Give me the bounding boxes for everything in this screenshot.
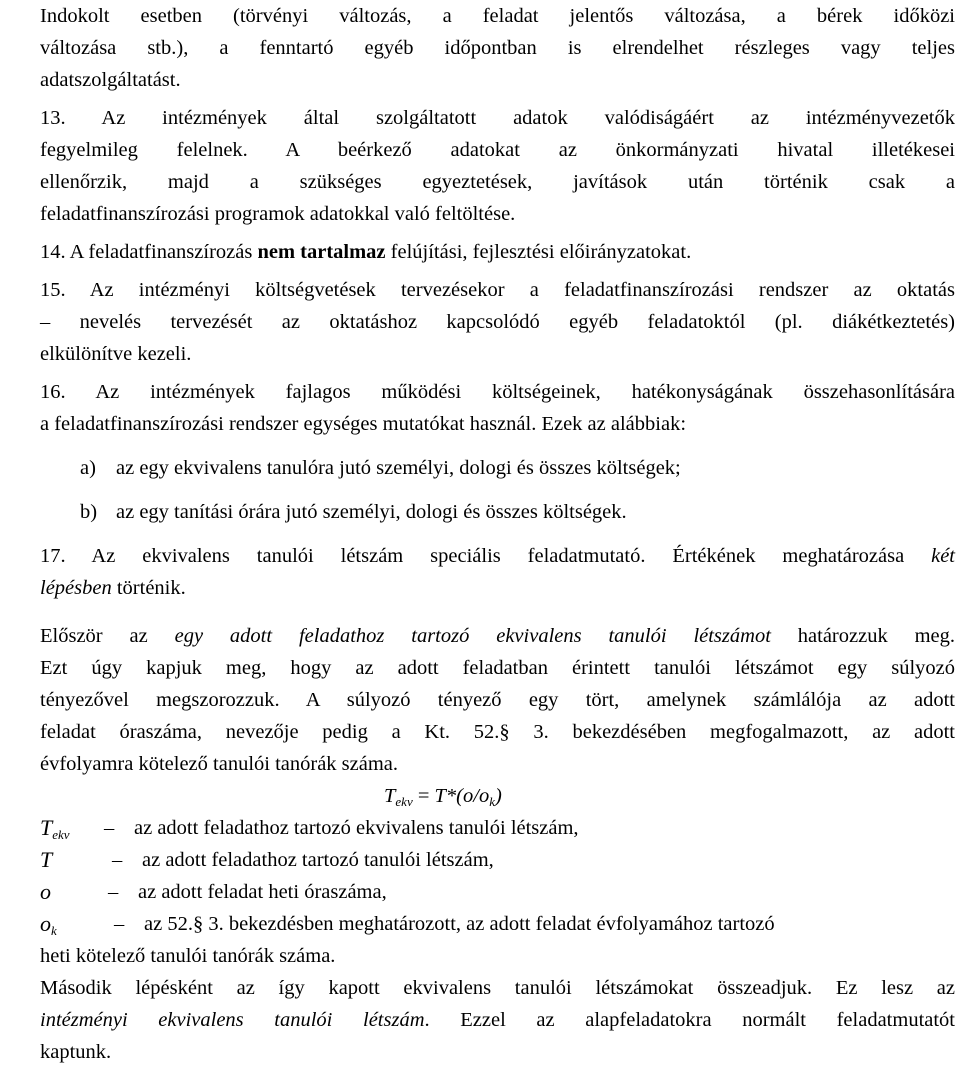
definition-dash: –	[108, 881, 119, 903]
definition-symbol	[40, 876, 104, 908]
definition-text: az adott feladathoz tartozó tanulói létszám,	[142, 849, 494, 871]
paragraph-17-post: történik.	[111, 577, 186, 599]
paragraph-17-italic-2: lépésben	[40, 577, 112, 599]
definition-symbol	[40, 908, 104, 940]
paragraph-13-line-2: fegyelmileg felelnek. A beérkező adatokat az önkormányzati hivatal illetékesei	[40, 139, 955, 161]
definition-symbol-sub: ekv	[52, 827, 70, 842]
first-step-line-2: Ezt úgy kapjuk meg, hogy az adott feladatban érintett tanulói létszámot egy súlyozó	[40, 657, 955, 679]
definition-symbol-main: o	[40, 879, 51, 904]
paragraph-13-line-3: ellenőrzik, majd a szükséges egyeztetések, javítások után történik csak a	[40, 171, 955, 193]
formula	[40, 780, 955, 812]
list-label-b: b)	[80, 501, 98, 523]
paragraph-17-line-1	[40, 540, 955, 572]
list-text-a: az egy ekvivalens tanulóra jutó személyi, dologi és összes költségek;	[116, 457, 681, 479]
second-step-line-3: kaptunk.	[40, 1041, 112, 1063]
definition-text: az 52.§ 3. bekezdésben meghatározott, az adott feladat évfolyamához tartozó	[144, 913, 775, 935]
list-label-a: a)	[80, 457, 96, 479]
definition-symbol	[40, 844, 104, 876]
paragraph-16-line-2: a feladatfinanszírozási rendszer egységes mutatókat használ. Ezek az alábbiak:	[40, 413, 687, 435]
formula-sub-ekv: ekv	[395, 794, 413, 809]
second-step-italic: intézményi ekvivalens tanulói létszám	[40, 1009, 425, 1031]
paragraph-14-bold: nem tartalmaz	[257, 241, 386, 263]
paragraph-12-line-1: Indokolt esetben (törvényi változás, a feladat jelentős változása, a bérek időközi	[40, 5, 955, 27]
definition-symbol-sub: k	[51, 923, 57, 938]
paragraph-15-line-1: 15. Az intézményi költségvetések tervezésekor a feladatfinanszírozási rendszer az oktatás	[40, 279, 955, 301]
definition-dash: –	[112, 849, 123, 871]
list-text-b: az egy tanítási órára jutó személyi, dologi és összes költségek.	[116, 501, 627, 523]
definition-symbol-main: T	[40, 815, 53, 840]
first-step-line-3: tényezővel megszorozzuk. A súlyozó tényező egy tört, amelynek számlálója az adott	[40, 689, 955, 711]
first-step-line-1	[40, 620, 955, 652]
paragraph-13-line-1: 13. Az intézmények által szolgáltatott adatok valódiságáért az intézményvezetők	[40, 107, 955, 129]
paragraph-15-line-2: – nevelés tervezését az oktatáshoz kapcsolódó egyéb feladatoktól (pl. diákétkeztetés)	[40, 311, 955, 333]
paragraph-17-italic: két	[931, 545, 955, 567]
list-item-b	[40, 496, 955, 528]
paragraph-15-line-3: elkülönítve kezeli.	[40, 343, 192, 365]
second-step-post: . Ezzel az alapfeladatokra normált feladatmutatót	[424, 1009, 955, 1031]
paragraph-13-line-4: feladatfinanszírozási programok adatokkal való feltöltése.	[40, 203, 516, 225]
formula-close: )	[495, 785, 502, 807]
paragraph-17-pre: 17. Az ekvivalens tanulói létszám speciális feladatmutató. Értékének meghatározása	[40, 545, 932, 567]
list-item-a	[40, 452, 955, 484]
formula-rhs: T*(o/o	[434, 785, 490, 807]
first-step-line-5: évfolyamra kötelező tanulói tanórák száma.	[40, 753, 399, 775]
definition-symbol	[40, 812, 104, 844]
formula-sub-k: k	[489, 794, 495, 809]
paragraph-12-line-3: adatszolgáltatást.	[40, 69, 181, 91]
document-page	[40, 0, 955, 1068]
paragraph-17-line-2	[40, 572, 955, 604]
first-step-line-4: feladat óraszáma, nevezője pedig a Kt. 52.§ 3. bekezdésében megfogalmazott, az adott	[40, 721, 955, 743]
definition-continuation: heti kötelező tanulói tanórák száma.	[40, 945, 336, 967]
definition-text: az adott feladathoz tartozó ekvivalens tanulói létszám,	[134, 817, 579, 839]
definition-row	[40, 876, 955, 908]
definition-row	[40, 844, 955, 876]
definition-row	[40, 908, 955, 940]
formula-eq: =	[412, 785, 435, 807]
definition-symbol-main: T	[40, 847, 53, 872]
paragraph-16-line-1: 16. Az intézmények fajlagos működési költségeinek, hatékonyságának összehasonlítására	[40, 381, 955, 403]
first-step-italic: egy adott feladathoz tartozó ekvivalens tanulói létszámot	[174, 625, 771, 647]
paragraph-12-line-2: változása stb.), a fenntartó egyéb időpontban is elrendelhet részleges vagy teljes	[40, 37, 955, 59]
first-step-post: határozzuk meg.	[770, 625, 955, 647]
first-step-pre: Először az	[40, 625, 175, 647]
definition-dash: –	[104, 817, 115, 839]
definition-symbol-main: o	[40, 911, 51, 936]
paragraph-14-post: felújítási, fejlesztési előirányzatokat.	[385, 241, 692, 263]
second-step-line-2	[40, 1004, 955, 1036]
formula-T: T	[384, 785, 396, 807]
definition-dash: –	[114, 913, 125, 935]
definition-text: az adott feladat heti óraszáma,	[138, 881, 387, 903]
definition-row	[40, 812, 955, 844]
paragraph-14-pre: 14. A feladatfinanszírozás	[40, 241, 258, 263]
paragraph-14	[40, 236, 955, 268]
second-step-line-1: Második lépésként az így kapott ekvivalens tanulói létszámokat összeadjuk. Ez lesz az	[40, 977, 955, 999]
